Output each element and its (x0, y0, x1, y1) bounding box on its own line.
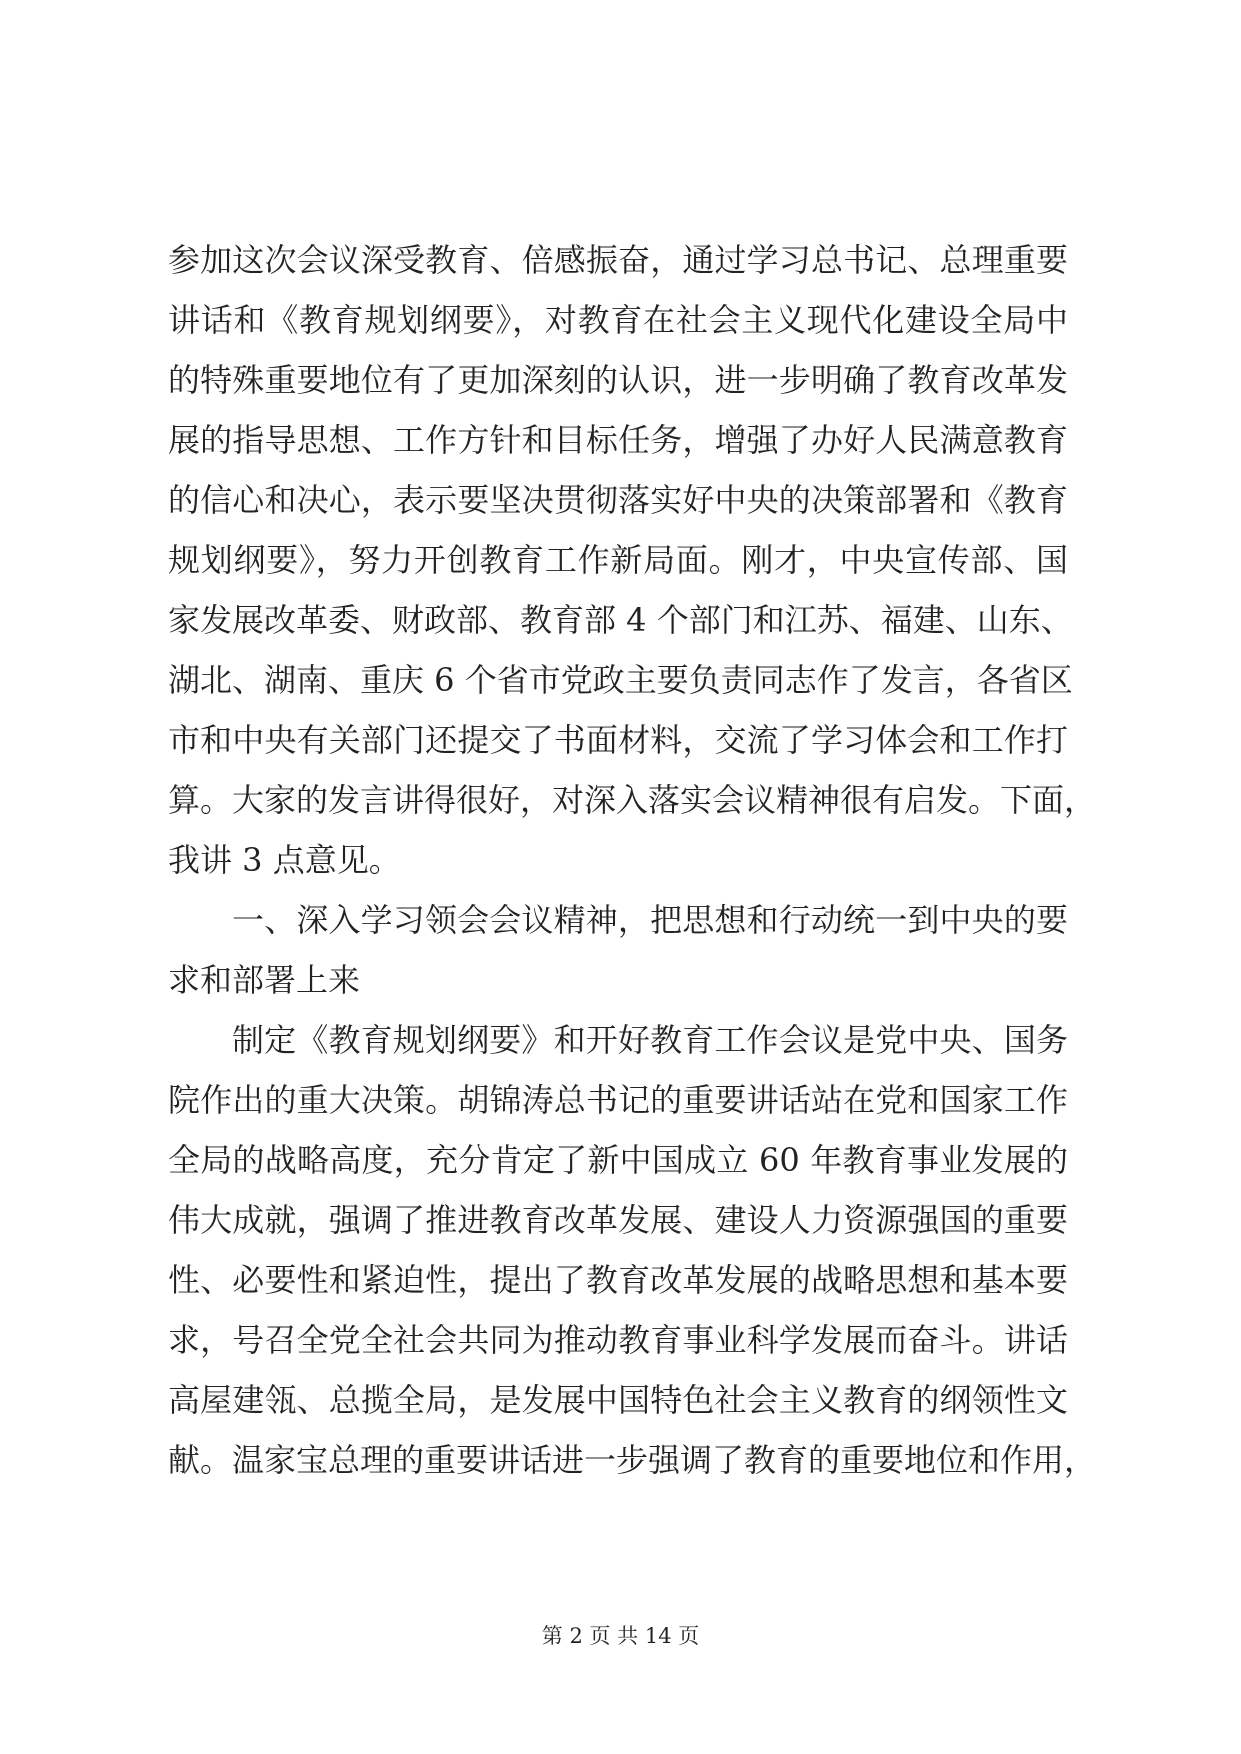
heading-line: 一、深入学习领会会议精神，把思想和行动统一到中央的要 (232, 901, 1068, 939)
text-line: 讲话和《教育规划纲要》，对教育在社会主义现代化建设全局中 (168, 301, 1068, 339)
text-line: 参加这次会议深受教育、倍感振奋，通过学习总书记、总理重要 (168, 241, 1068, 279)
section-heading-1 (168, 890, 1068, 1010)
text-line: 湖北、湖南、重庆 6 个省市党政主要负责同志作了发言，各省区 (168, 661, 1073, 699)
text-line: 的信心和决心，表示要坚决贯彻落实好中央的决策部署和《教育 (168, 481, 1068, 519)
text-line: 我讲 3 点意见。 (168, 841, 401, 879)
text-line: 家发展改革委、财政部、教育部 4 个部门和江苏、福建、山东、 (168, 601, 1073, 639)
text-line: 市和中央有关部门还提交了书面材料，交流了学习体会和工作打 (168, 721, 1068, 759)
text-line: 伟大成就，强调了推进教育改革发展、建设人力资源强国的重要 (168, 1201, 1068, 1239)
text-line: 求，号召全党全社会共同为推动教育事业科学发展而奋斗。讲话 (168, 1321, 1068, 1359)
text-line: 展的指导思想、工作方针和目标任务，增强了办好人民满意教育 (168, 421, 1068, 459)
text-line: 的特殊重要地位有了更加深刻的认识，进一步明确了教育改革发 (168, 361, 1068, 399)
text-line: 高屋建瓴、总揽全局，是发展中国特色社会主义教育的纲领性文 (168, 1381, 1068, 1419)
page-number-footer: 第 2 页 共 14 页 (541, 1624, 700, 1648)
paragraph-section-1 (168, 1010, 1097, 1490)
document-body (168, 230, 1097, 1490)
text-line: 规划纲要》，努力开创教育工作新局面。刚才，中央宣传部、国 (168, 541, 1068, 579)
text-line: 性、必要性和紧迫性，提出了教育改革发展的战略思想和基本要 (168, 1261, 1068, 1299)
heading-line: 求和部署上来 (168, 961, 361, 999)
text-line: 院作出的重大决策。胡锦涛总书记的重要讲话站在党和国家工作 (168, 1081, 1068, 1119)
text-line: 献。温家宝总理的重要讲话进一步强调了教育的重要地位和作用， (168, 1441, 1097, 1479)
text-line: 全局的战略高度，充分肯定了新中国成立 60 年教育事业发展的 (168, 1141, 1068, 1179)
text-line: 算。大家的发言讲得很好，对深入落实会议精神很有启发。下面， (168, 781, 1097, 819)
paragraph-opening (168, 230, 1097, 890)
text-line: 制定《教育规划纲要》和开好教育工作会议是党中央、国务 (232, 1021, 1068, 1059)
